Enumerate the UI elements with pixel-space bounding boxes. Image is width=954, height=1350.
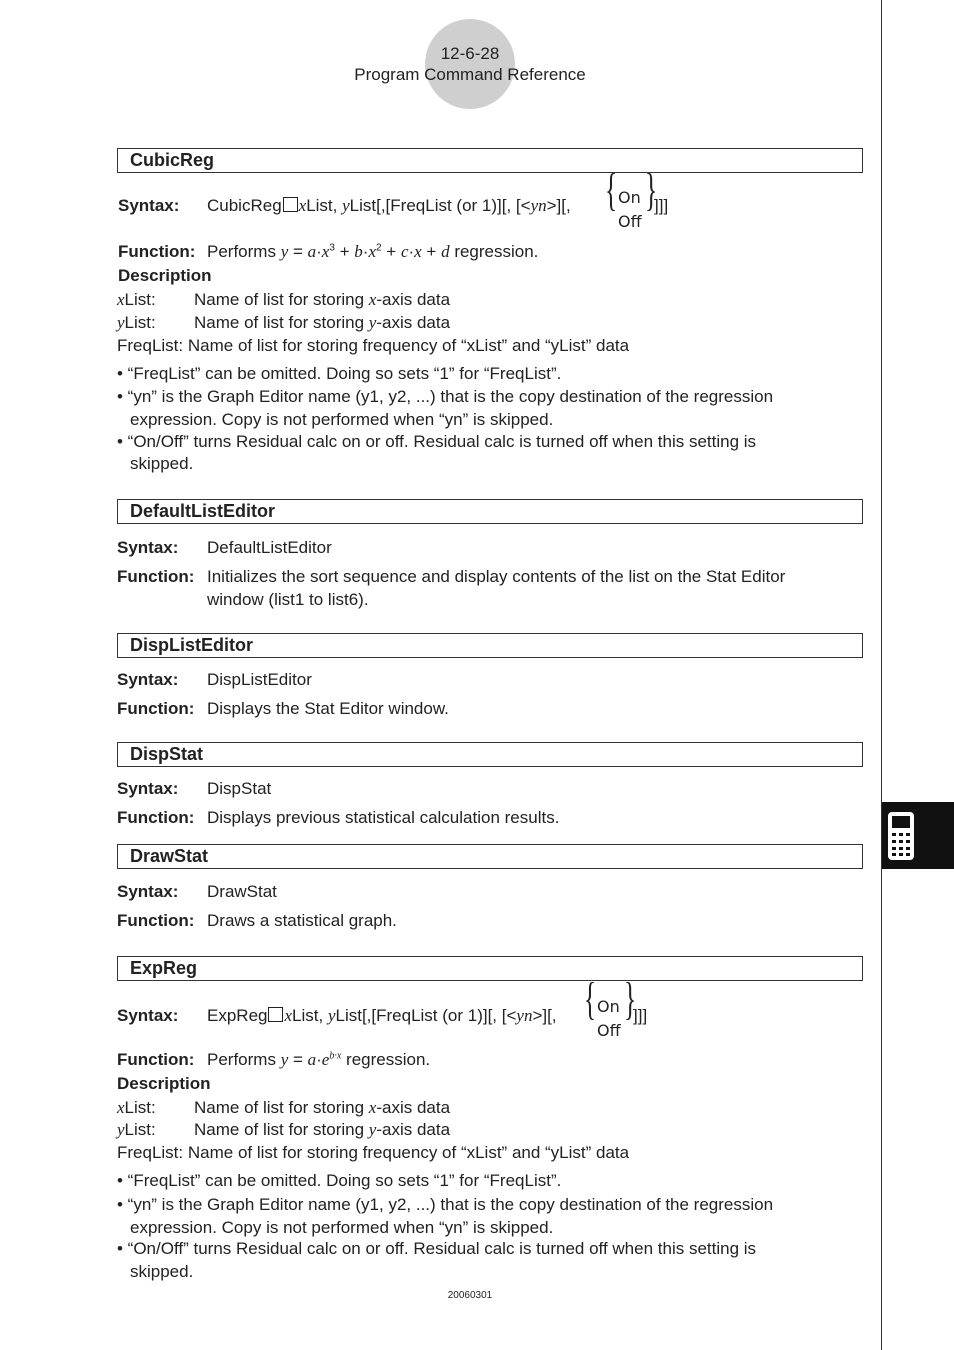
on-off-brace: { On Off } [604,164,658,231]
bullet: • “FreqList” can be omitted. Doing so sets “1” for “FreqList”. [117,1171,562,1190]
desc-freqlist: FreqList: Name of list for storing frequency of “xList” and “yList” data [117,1143,630,1162]
drawstat-syntax: DrawStat [207,882,277,901]
expreg-syntax: ExpReg xList, yList[,[FreqList (or 1)][, [<yn>][, [207,1006,557,1025]
cubicreg-syntax: CubicReg xList, yList[,[FreqList (or 1)][, [<yn>][, [207,196,571,215]
function-label: Function: [117,699,195,718]
section-header-cubicreg: CubicReg [117,148,863,173]
function-label: Function: [117,808,195,827]
footer-date: 20060301 [447,1290,493,1301]
description-label: Description [117,1074,211,1093]
chapter-tab [882,802,954,869]
bullet: • “FreqList” can be omitted. Doing so sets “1” for “FreqList”. [117,364,562,383]
displisteditor-syntax: DispListEditor [207,670,312,689]
syntax-label: Syntax: [118,196,180,215]
bullet: • “yn” is the Graph Editor name (y1, y2, ...) that is the copy destination of the regression [117,387,774,406]
description-label: Description [118,266,212,285]
displisteditor-function: Displays the Stat Editor window. [207,699,449,718]
section-header-defaultlisteditor: DefaultListEditor [117,499,863,524]
bullet: • “yn” is the Graph Editor name (y1, y2, ...) that is the copy destination of the regression [117,1195,774,1214]
desc-xlist: xList: [117,1098,156,1117]
syntax-label: Syntax: [117,1006,179,1025]
syntax-label: Syntax: [117,538,179,557]
function-label: Function: [117,567,195,586]
desc-xlist-text: Name of list for storing x-axis data [194,290,451,309]
bullet-cont: skipped. [130,1262,194,1281]
cubicreg-function: Performs $y = a\cdot x^3 + b\cdot x^2 + c\cdot x + d$ regression. [207,242,539,261]
desc-ylist: yList: [117,313,156,332]
calculator-icon [886,811,916,861]
drawstat-function: Draws a statistical graph. [207,911,397,930]
syntax-label: Syntax: [117,670,179,689]
syntax-label: Syntax: [117,882,179,901]
expreg-function: Performs $y = a\cdot e^{b\cdot x}$ regression. [207,1050,431,1069]
desc-freqlist: FreqList: Name of list for storing frequency of “xList” and “yList” data [117,336,630,355]
page-number-badge [425,19,515,109]
page-title: Program Command Reference [354,65,586,84]
defaultlisteditor-syntax: DefaultListEditor [207,538,332,557]
desc-xlist: xList: [117,290,156,309]
bullet: • “On/Off” turns Residual calc on or off. Residual calc is turned off when this setting is [117,1239,757,1258]
bullet-cont: expression. Copy is not performed when “yn” is skipped. [130,1218,554,1237]
desc-ylist-text: Name of list for storing y-axis data [194,1120,451,1139]
page-number: 12-6-28 [440,44,500,63]
dispstat-function: Displays previous statistical calculation results. [207,808,560,827]
bullet: • “On/Off” turns Residual calc on or off. Residual calc is turned off when this setting is [117,432,757,451]
section-header-expreg: ExpReg [117,956,863,981]
function-label: Function: [117,911,195,930]
section-header-drawstat: DrawStat [117,844,863,869]
function-label: Function: [117,1050,195,1069]
margin-rule [881,0,882,1350]
desc-xlist-text: Name of list for storing x-axis data [194,1098,451,1117]
bullet-cont: expression. Copy is not performed when “yn” is skipped. [130,410,554,429]
desc-ylist-text: Name of list for storing y-axis data [194,313,451,332]
defaultlisteditor-function-cont: window (list1 to list6). [207,590,369,609]
dispstat-syntax: DispStat [207,779,272,798]
desc-ylist: yList: [117,1120,156,1139]
syntax-end: ]]] [654,196,669,215]
syntax-end: ]]] [633,1006,648,1025]
syntax-label: Syntax: [117,779,179,798]
function-label: Function: [118,242,196,261]
on-off-brace: { On Off } [583,973,637,1040]
defaultlisteditor-function: Initializes the sort sequence and display contents of the list on the Stat Editor [207,567,786,586]
section-header-displisteditor: DispListEditor [117,633,863,658]
section-header-dispstat: DispStat [117,742,863,767]
bullet-cont: skipped. [130,454,194,473]
